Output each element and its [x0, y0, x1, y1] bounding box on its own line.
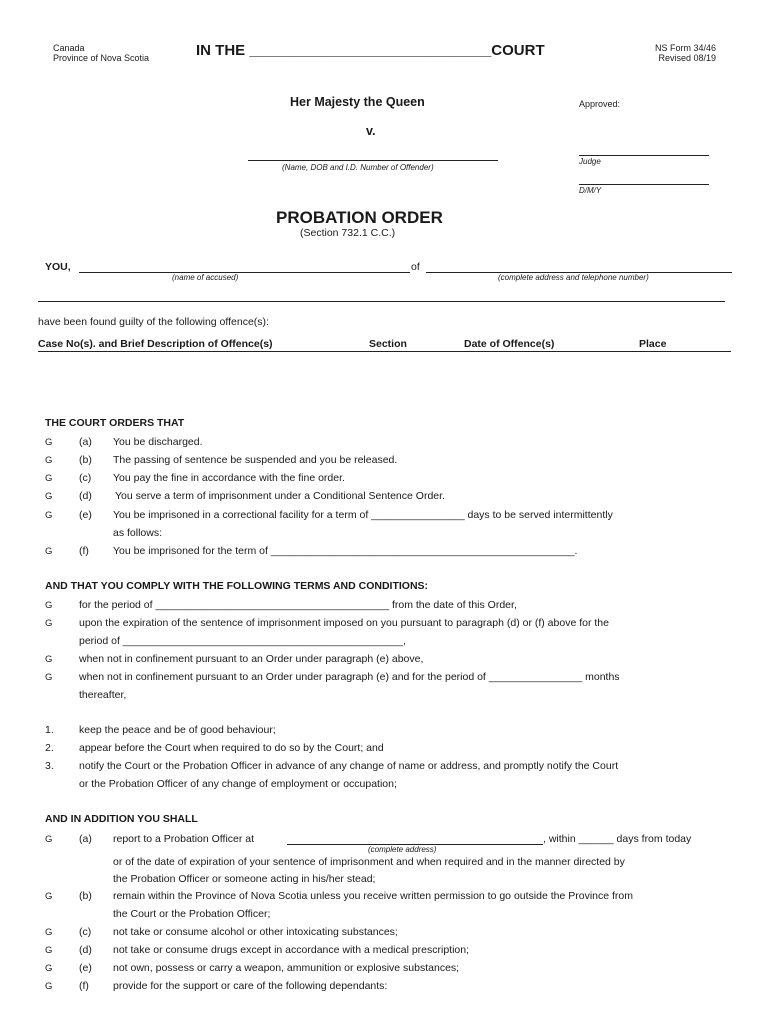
checkbox-order-c[interactable]: G — [45, 473, 53, 484]
addition-text-continued: or of the date of expiration of your sentence of imprisonment and when required and in the manner directed by — [113, 856, 625, 868]
orders-heading: THE COURT ORDERS THAT — [45, 417, 185, 429]
accused-name-line[interactable] — [79, 272, 410, 273]
addition-text-continued: the Court or the Probation Officer; — [113, 908, 271, 920]
checkbox-addition-f[interactable]: G — [45, 981, 53, 992]
address-continuation-line[interactable] — [38, 301, 725, 302]
condition-text: appear before the Court when required to do so by the Court; and — [79, 742, 384, 754]
checkbox-comply-4[interactable]: G — [45, 672, 53, 683]
order-text: You pay the fine in accordance with the fine order. — [113, 472, 345, 484]
addition-letter: (e) — [79, 962, 92, 974]
comply-text: for the period of ________________________________________ from the date of this Order, — [79, 599, 517, 611]
addition-letter: (d) — [79, 944, 92, 956]
document-title: PROBATION ORDER — [276, 208, 443, 227]
checkbox-order-d[interactable]: G — [45, 491, 53, 502]
you-label: YOU, — [45, 261, 71, 273]
comply-text: upon the expiration of the sentence of imprisonment imposed on you pursuant to paragraph (d) or (f) above for the — [79, 617, 609, 629]
addition-text: report to a Probation Officer at — [113, 833, 255, 845]
checkbox-addition-a[interactable]: G — [45, 834, 53, 845]
checkbox-order-a[interactable]: G — [45, 437, 53, 448]
addition-letter: (a) — [79, 833, 92, 845]
court-heading — [196, 42, 545, 59]
addition-text: not take or consume drugs except in accordance with a medical prescription; — [113, 944, 470, 956]
condition-text: keep the peace and be of good behaviour; — [79, 724, 276, 736]
judge-line[interactable] — [579, 155, 709, 156]
offence-col-date: Date of Offence(s) — [464, 338, 555, 350]
addition-letter: (b) — [79, 890, 92, 902]
offence-col-section: Section — [369, 338, 407, 350]
order-letter: (f) — [79, 545, 89, 557]
judge-caption: Judge — [579, 157, 601, 166]
checkbox-addition-b[interactable]: G — [45, 891, 53, 902]
order-text-continued: as follows: — [113, 527, 163, 539]
comply-text-continued: period of ________________________________________________, — [79, 635, 406, 647]
form-revised: Revised 08/19 — [658, 53, 716, 63]
table-header-underline — [38, 351, 731, 352]
court-name-blank[interactable]: _____________________________ — [249, 42, 492, 59]
order-text: You be discharged. — [113, 436, 203, 448]
comply-heading: AND THAT YOU COMPLY WITH THE FOLLOWING TERMS AND CONDITIONS: — [45, 580, 429, 592]
guilty-statement: have been found guilty of the following offence(s): — [38, 316, 269, 328]
addition-text: not own, possess or carry a weapon, ammunition or explosive substances; — [113, 962, 460, 974]
checkbox-order-e[interactable]: G — [45, 510, 53, 521]
order-letter: (e) — [79, 509, 92, 521]
comply-text: when not in confinement pursuant to an Order under paragraph (e) above, — [79, 653, 424, 665]
order-letter: (d) — [79, 490, 92, 502]
condition-number: 3. — [45, 760, 54, 772]
addition-letter: (f) — [79, 980, 89, 992]
order-text: You be imprisoned in a correctional facility for a term of ________________ days to be served intermittently — [113, 509, 613, 521]
offence-col-place: Place — [639, 338, 667, 350]
addition-letter: (c) — [79, 926, 92, 938]
court-heading-left: IN THE — [196, 42, 246, 59]
addition-text-end: , within ______ days from today — [543, 833, 692, 845]
order-text: You be imprisoned for the term of ____________________________________________________. — [113, 545, 578, 557]
checkbox-order-b[interactable]: G — [45, 455, 53, 466]
addition-text: not take or consume alcohol or other intoxicating substances; — [113, 926, 398, 938]
checkbox-order-f[interactable]: G — [45, 546, 53, 557]
versus-label: v. — [366, 124, 376, 138]
date-caption: D/M/Y — [579, 186, 602, 195]
checkbox-comply-2[interactable]: G — [45, 618, 53, 629]
condition-number: 1. — [45, 724, 54, 736]
condition-text: notify the Court or the Probation Officer in advance of any change of name or address, and promptly notify the Court — [79, 760, 619, 772]
condition-text-continued: or the Probation Officer of any change of employment or occupation; — [79, 778, 397, 790]
comply-text-continued: thereafter, — [79, 689, 127, 701]
checkbox-addition-e[interactable]: G — [45, 963, 53, 974]
addition-heading: AND IN ADDITION YOU SHALL — [45, 813, 198, 825]
offender-line[interactable] — [248, 160, 498, 161]
offence-col-description: Case No(s). and Brief Description of Offence(s) — [38, 338, 273, 350]
order-letter: (c) — [79, 472, 92, 484]
condition-number: 2. — [45, 742, 54, 754]
offender-caption: (Name, DOB and I.D. Number of Offender) — [282, 163, 434, 172]
order-text: The passing of sentence be suspended and you be released. — [113, 454, 398, 466]
date-line[interactable] — [579, 184, 709, 185]
form-number: NS Form 34/46 — [654, 43, 716, 53]
approved-label: Approved: — [579, 99, 621, 109]
addition-text-continued: the Probation Officer or someone acting in his/her stead; — [113, 873, 376, 885]
accused-caption: (name of accused) — [172, 273, 239, 282]
court-heading-right: COURT — [491, 42, 545, 59]
province-label: Province of Nova Scotia — [53, 53, 150, 63]
checkbox-addition-d[interactable]: G — [45, 945, 53, 956]
checkbox-comply-1[interactable]: G — [45, 600, 53, 611]
crown-party: Her Majesty the Queen — [290, 95, 425, 109]
address-caption: (complete address) — [368, 845, 437, 854]
addition-text: provide for the support or care of the following dependants: — [113, 980, 388, 992]
country-label: Canada — [53, 43, 85, 53]
address-caption: (complete address and telephone number) — [498, 273, 649, 282]
statute-reference: (Section 732.1 C.C.) — [300, 227, 396, 239]
checkbox-comply-3[interactable]: G — [45, 654, 53, 665]
addition-text: remain within the Province of Nova Scotia unless you receive written permission to go outside the Province from — [113, 890, 633, 902]
comply-text: when not in confinement pursuant to an Order under paragraph (e) and for the period of ________________ months — [79, 671, 620, 683]
order-letter: (b) — [79, 454, 92, 466]
of-label: of — [411, 261, 420, 273]
order-text: You serve a term of imprisonment under a Conditional Sentence Order. — [115, 490, 445, 502]
checkbox-addition-c[interactable]: G — [45, 927, 53, 938]
order-letter: (a) — [79, 436, 92, 448]
